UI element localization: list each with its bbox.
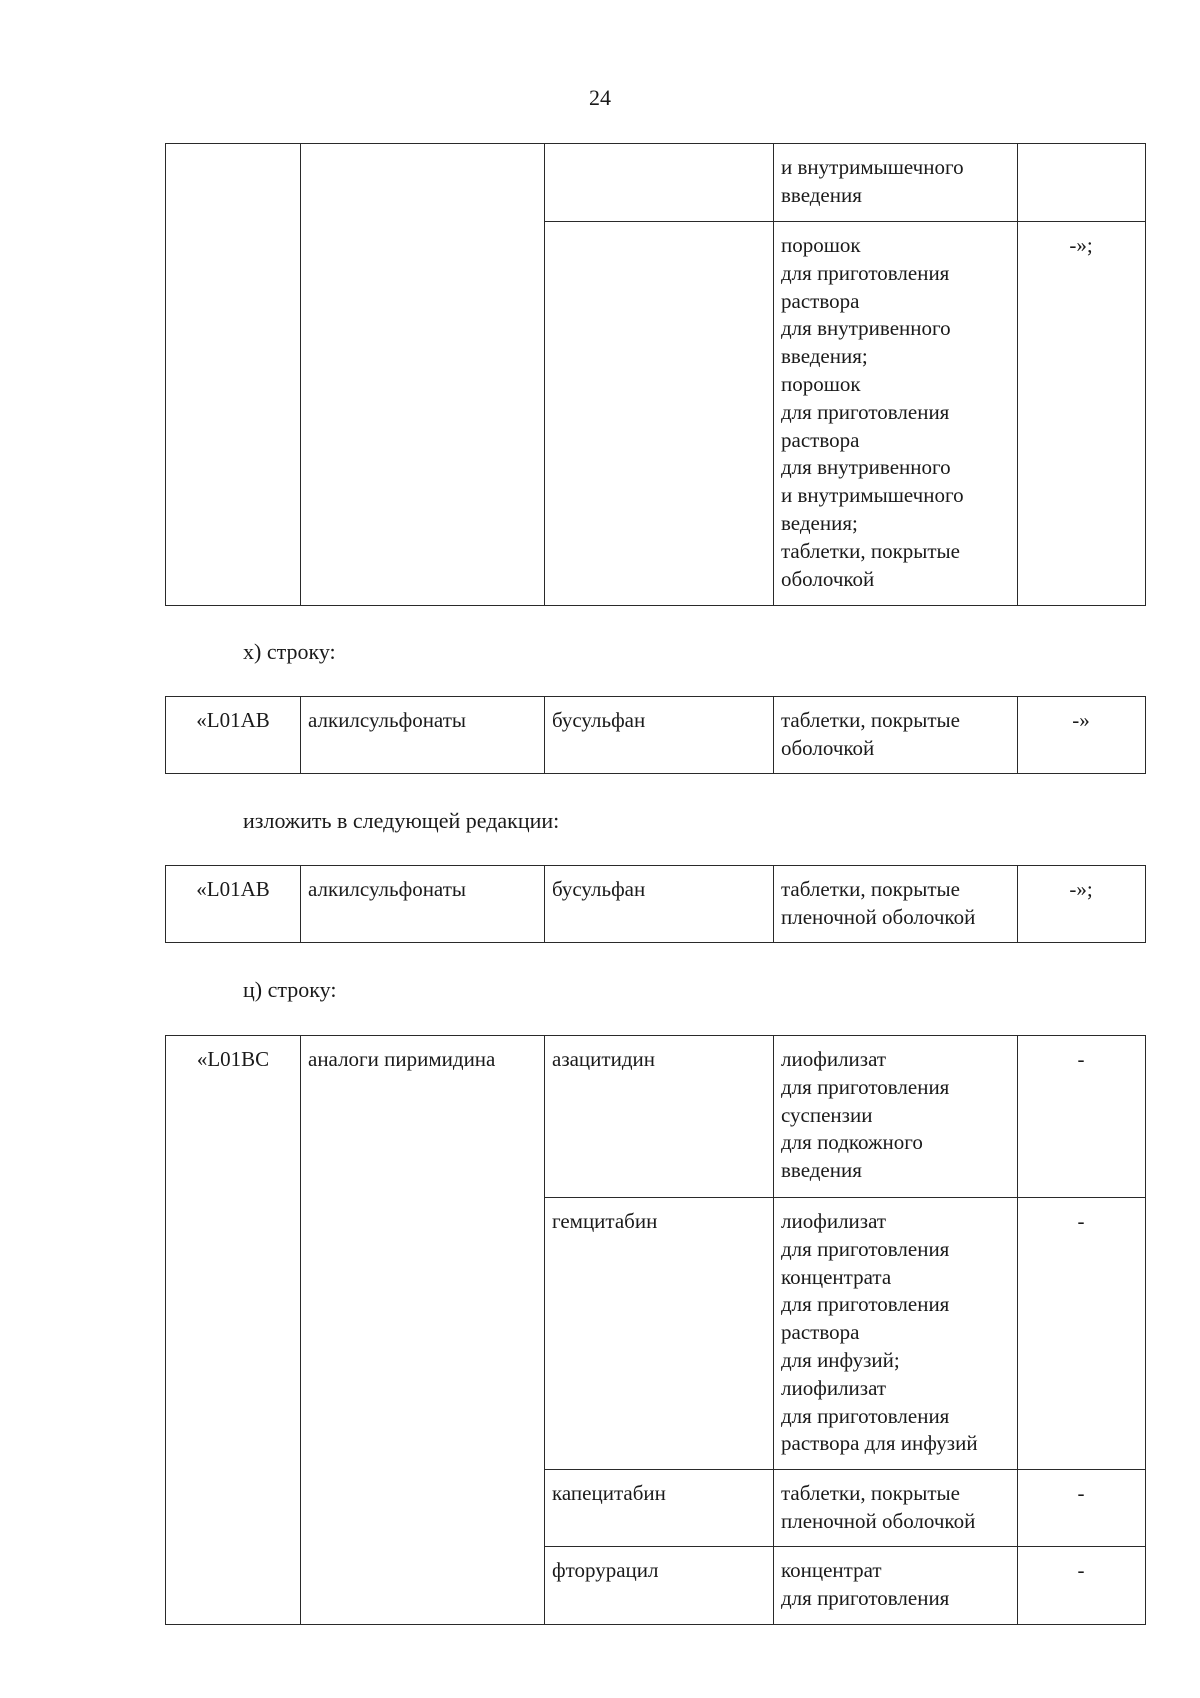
form-cell: таблетки, покрытые оболочкой [774,697,1018,774]
table-old-row [165,696,1146,774]
form-cell: концентрат для приготовления [774,1547,1018,1625]
group-cell: алкилсульфонаты [301,866,545,943]
drug-cell: гемцитабин [545,1198,774,1470]
form-cell: порошок для приготовления раствора для внутривенного введения; порошок для приготовления раствора для внутривенного и внутримышечного ведения; таблетки, покрытые оболочкой [774,222,1018,606]
table-row [166,1036,1146,1198]
drug-cell: азацитидин [545,1036,774,1198]
drug-cell: капецитабин [545,1470,774,1547]
table-new-row [165,865,1146,943]
table-row [166,144,1146,222]
code-cell: «L01BC [166,1036,301,1625]
group-cell [301,144,545,606]
mark-cell: -»; [1018,222,1146,606]
mark-cell: - [1018,1547,1146,1625]
mark-cell: - [1018,1198,1146,1470]
form-cell: таблетки, покрытые пленочной оболочкой [774,1470,1018,1547]
group-cell: аналоги пиримидина [301,1036,545,1625]
drug-cell [545,222,774,606]
table-row [166,697,1146,774]
drug-cell: фторурацил [545,1547,774,1625]
table-row [166,866,1146,943]
table-continued [165,143,1146,606]
form-cell: таблетки, покрытые пленочной оболочкой [774,866,1018,943]
page-number: 24 [589,85,611,110]
mark-cell [1018,144,1146,222]
table-l01bc [165,1035,1146,1625]
group-cell: алкилсульфонаты [301,697,545,774]
mark-cell: - [1018,1036,1146,1198]
paragraph-x: х) строку: [243,639,336,664]
code-cell: «L01AB [166,866,301,943]
code-cell: «L01AB [166,697,301,774]
drug-cell [545,144,774,222]
mark-cell: -» [1018,697,1146,774]
code-cell [166,144,301,606]
paragraph-edit: изложить в следующей редакции: [243,808,560,833]
paragraph-ts: ц) строку: [243,977,337,1002]
form-cell: и внутримышечного введения [774,144,1018,222]
mark-cell: -»; [1018,866,1146,943]
mark-cell: - [1018,1470,1146,1547]
drug-cell: бусульфан [545,697,774,774]
form-cell: лиофилизат для приготовления концентрата для приготовления раствора для инфузий; лиофилизат для приготовления раствора для инфузий [774,1198,1018,1470]
drug-cell: бусульфан [545,866,774,943]
form-cell: лиофилизат для приготовления суспензии для подкожного введения [774,1036,1018,1198]
